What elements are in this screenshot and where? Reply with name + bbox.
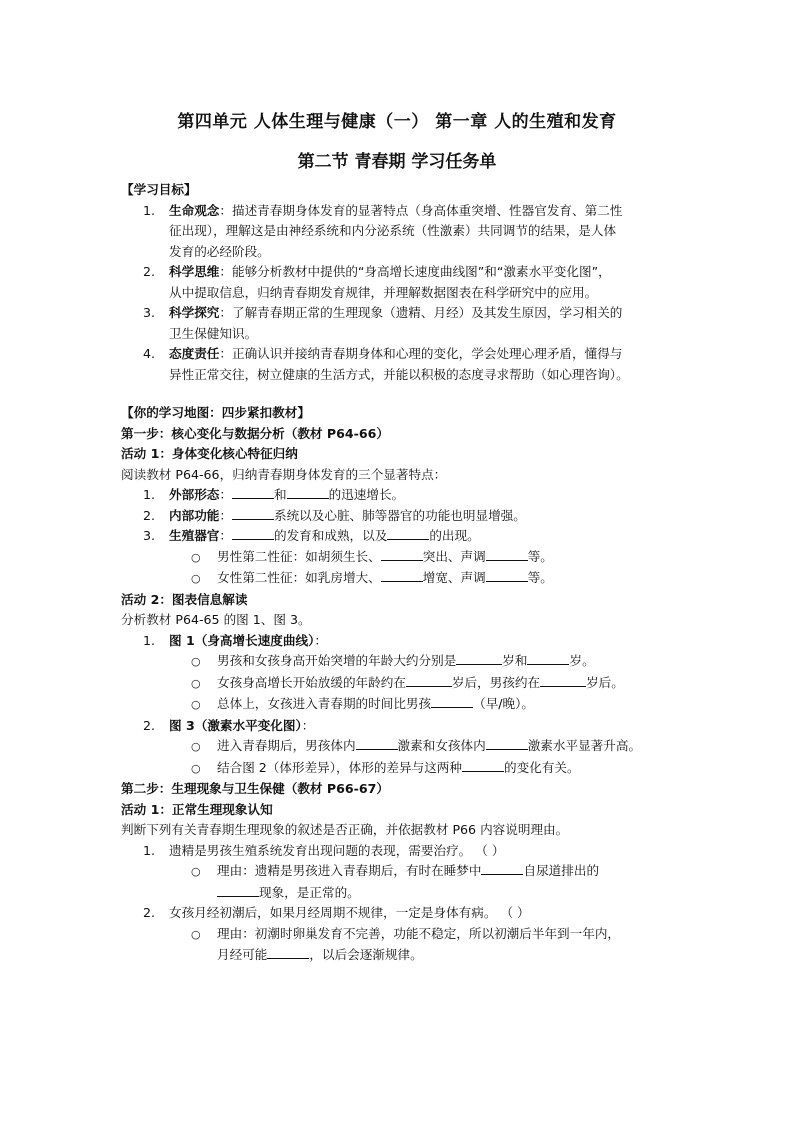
item-number: 2.: [143, 507, 156, 523]
question-text: 遗精是男孩生殖系统发育出现问题的表现，需要治疗。 （ ）: [169, 842, 505, 858]
item-text: ：: [301, 717, 315, 733]
answer-blank[interactable]: [387, 526, 429, 540]
figure-term: 图 1（身高增长速度曲线）: [169, 632, 315, 648]
objective-term: 科学探究: [169, 305, 220, 320]
sub-bullet: [121, 547, 701, 569]
sub-bullet-cont: [121, 945, 701, 966]
bullet-text: 进入青春期后，男孩体内: [217, 738, 356, 753]
objective-item: [121, 344, 701, 365]
answer-blank[interactable]: [540, 673, 586, 687]
sub-bullet: [121, 568, 701, 590]
bullet-text: 理由：遗精是男孩进入青春期后，有时在睡梦中: [217, 863, 482, 878]
bullet-text: 结合图 2（体形差异），体形的差异与这两种: [217, 759, 462, 775]
fill-item: [121, 485, 701, 506]
objective-term: 生命观念: [169, 202, 220, 218]
figure-item: [121, 631, 701, 652]
bullet-text: 激素水平显著升高。: [527, 738, 642, 753]
item-number: 2.: [143, 717, 156, 733]
activity-intro: 判断下列有关青春期生理现象的叙述是否正确，并依据教材 P66 内容说明理由。: [121, 822, 569, 837]
objective-number: 2.: [143, 264, 156, 279]
item-term: 内部功能: [169, 507, 220, 523]
answer-blank[interactable]: [486, 568, 528, 582]
item-term: 生殖器官: [169, 528, 220, 543]
item-text: ：: [219, 487, 232, 502]
objective-text-cont: 征出现），理解这是由神经系统和内分泌系统（性激素）共同调节的结果，是人体: [169, 223, 617, 238]
answer-blank[interactable]: [381, 547, 423, 561]
objective-text: ：能够分析教材中提供的“身高增长速度曲线图”和“激素水平变化图”，: [219, 264, 611, 279]
item-number: 3.: [143, 528, 156, 543]
sub-bullet: [121, 861, 701, 883]
bullet-text: ，以后会逐渐规律。: [309, 947, 423, 962]
bullet-text: 岁后。: [586, 674, 624, 690]
question-text: 女孩月经初潮后，如果月经周期不规律，一定是身体有病。 （ ）: [169, 905, 530, 920]
item-number: 2.: [143, 905, 156, 920]
sub-bullet-cont: [121, 883, 701, 904]
item-text: ：: [219, 507, 232, 523]
item-text: 的出现。: [429, 528, 480, 543]
objective-text: ：描述青春期身体发育的显著特点（身高体重突增、性器官发育、第二性: [219, 202, 623, 218]
objective-text: ：了解青春期正常的生理现象（遗精、月经）及其发生原因，学习相关的: [219, 305, 623, 320]
answer-blank[interactable]: [287, 485, 329, 499]
answer-blank[interactable]: [456, 651, 502, 665]
sub-bullet: [121, 673, 701, 695]
answer-blank[interactable]: [381, 568, 423, 582]
answer-blank[interactable]: [462, 758, 504, 772]
figure-term: 图 3（激素水平变化图）: [169, 717, 302, 733]
judgement-question: [121, 841, 701, 862]
objective-term: 科学思维: [169, 264, 220, 279]
bullet-text: 增宽、声调: [422, 570, 486, 585]
answer-blank[interactable]: [267, 945, 309, 959]
bullet-text: 岁。: [569, 653, 595, 668]
item-text: ：: [314, 632, 327, 648]
objective-term: 态度责任: [169, 346, 220, 361]
bullet-icon: ○: [191, 698, 201, 711]
judgement-question: [121, 903, 701, 924]
sub-bullet: [121, 924, 701, 946]
bullet-text: 男孩和女孩身高开始突增的年龄大约分别是: [217, 653, 457, 668]
bullet-text: 的变化有关。: [504, 759, 580, 775]
item-number: 1.: [143, 842, 156, 858]
bullet-text: 突出、声调: [422, 548, 486, 564]
objective-item: [121, 201, 701, 222]
answer-blank[interactable]: [232, 485, 274, 499]
activity-title: 活动 2：图表信息解读: [121, 591, 248, 607]
bullet-icon: ○: [191, 572, 201, 585]
bullet-text: 理由：初潮时卵巢发育不完善，功能不稳定，所以初潮后半年到一年内，: [217, 925, 620, 941]
objective-item: [121, 303, 701, 324]
objective-number: 3.: [143, 305, 156, 320]
answer-blank[interactable]: [217, 883, 259, 897]
page-title: 第四单元 人体生理与健康（一） 第一章 人的生殖和发育: [177, 112, 617, 132]
item-number: 1.: [143, 632, 156, 648]
step-heading: 第一步：核心变化与数据分析（教材 P64-66）: [121, 425, 389, 441]
bullet-text: 岁和: [502, 653, 528, 668]
bullet-text: 月经可能: [217, 947, 268, 962]
fill-item: [121, 506, 701, 527]
objective-item: [121, 262, 701, 283]
answer-blank[interactable]: [431, 694, 473, 708]
item-text: 系统以及心脏、肺等器官的功能也明显增强。: [273, 507, 526, 523]
objective-number: 1.: [143, 202, 156, 218]
objective-text: ：正确认识并接纳青春期身体和心理的变化，学会处理心理矛盾，懂得与: [219, 346, 623, 361]
activity-title: 活动 1：身体变化核心特征归纳: [121, 446, 298, 461]
bullet-text: 等。: [527, 570, 553, 585]
answer-blank[interactable]: [486, 547, 528, 561]
answer-blank[interactable]: [356, 736, 398, 750]
sub-bullet: [121, 758, 701, 780]
answer-blank[interactable]: [406, 673, 452, 687]
answer-blank[interactable]: [232, 506, 274, 520]
bullet-icon: ○: [191, 676, 201, 690]
page-subtitle: 第二节 青春期 学习任务单: [297, 152, 497, 172]
step-heading: 第二步：生理现象与卫生保健（教材 P66-67）: [121, 781, 389, 796]
item-text: 的发育和成熟，以及: [273, 528, 388, 543]
sub-bullet: [121, 651, 701, 673]
activity-title: 活动 1：正常生理现象认知: [121, 801, 273, 817]
item-number: 1.: [143, 487, 156, 502]
bullet-text: 总体上，女孩进入青春期的时间比男孩: [217, 696, 432, 711]
bullet-icon: ○: [191, 761, 201, 775]
bullet-text: 现象，是正常的。: [259, 884, 360, 900]
bullet-text: 女孩身高增长开始放缓的年龄约在: [217, 674, 406, 690]
objective-text-cont: 卫生保健知识。: [169, 325, 258, 341]
sub-bullet: [121, 694, 701, 716]
bullet-text: 男性第二性征：如胡须生长、: [217, 548, 381, 564]
answer-blank[interactable]: [481, 861, 523, 875]
map-heading: 【你的学习地图：四步紧扣教材】: [121, 405, 310, 420]
bullet-icon: ○: [191, 927, 201, 941]
bullet-text: 等。: [527, 548, 553, 564]
item-text: ：: [219, 528, 232, 543]
figure-item: [121, 716, 701, 737]
bullet-text: 自尿道排出的: [523, 863, 600, 878]
objectives-heading: 【学习目标】: [121, 182, 197, 197]
activity-intro: 分析教材 P64-65 的图 1、图 3。: [121, 612, 311, 627]
answer-blank[interactable]: [232, 526, 274, 540]
answer-blank[interactable]: [527, 651, 569, 665]
bullet-icon: ○: [191, 550, 201, 564]
bullet-text: （早/晚）。: [473, 696, 535, 711]
bullet-icon: ○: [191, 740, 201, 753]
item-text: 的迅速增长。: [328, 487, 405, 502]
bullet-text: 激素和女孩体内: [397, 738, 486, 753]
objective-number: 4.: [143, 346, 156, 361]
bullet-text: 岁后，男孩约在: [451, 674, 541, 690]
activity-intro: 阅读教材 P64-66，归纳青春期身体发育的三个显著特点：: [121, 466, 447, 482]
answer-blank[interactable]: [486, 736, 528, 750]
objective-text-cont: 发育的必经阶段。: [169, 243, 270, 259]
bullet-text: 女性第二性征：如乳房增大、: [217, 570, 381, 585]
objective-text-cont: 从中提取信息，归纳青春期发育规律，并理解数据图表在科学研究中的应用。: [169, 284, 598, 300]
item-text: 和: [273, 487, 287, 502]
objective-text-cont: 异性正常交往，树立健康的生活方式，并能以积极的态度寻求帮助（如心理咨询）。: [169, 366, 629, 382]
item-term: 外部形态: [169, 487, 220, 502]
fill-item: [121, 526, 701, 547]
bullet-icon: ○: [191, 865, 201, 878]
bullet-icon: ○: [191, 655, 201, 668]
worksheet-content: [121, 180, 701, 966]
sub-bullet: [121, 736, 701, 758]
